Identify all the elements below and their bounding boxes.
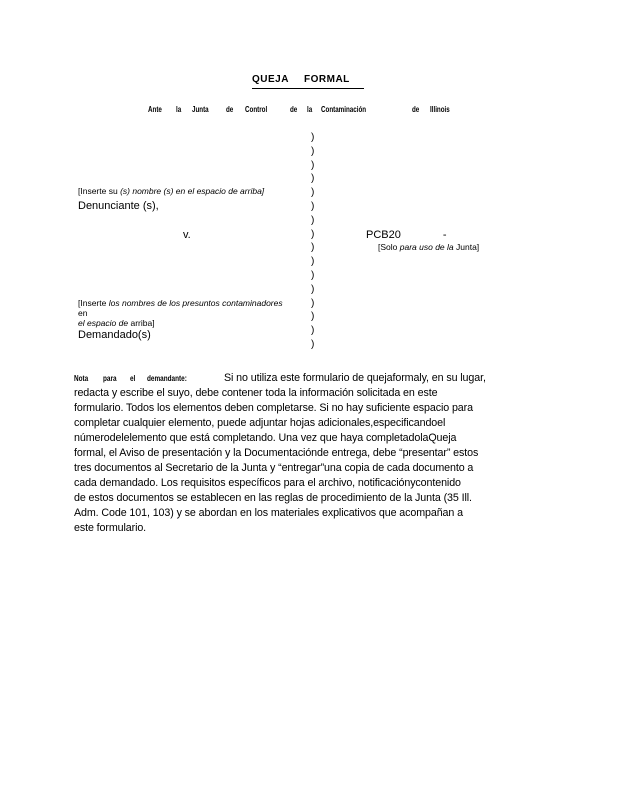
paren: )	[311, 311, 315, 323]
paren: )	[311, 242, 315, 254]
caption-divider	[311, 131, 314, 352]
title-word: FORMAL	[304, 74, 350, 85]
respondent-label: Demandado(s)	[78, 329, 151, 341]
paren: )	[311, 269, 315, 281]
paren: )	[311, 132, 315, 143]
board-use-suffix: Junta]	[456, 242, 480, 252]
paren: )	[311, 283, 315, 295]
board-use-italic: para uso de la	[399, 242, 454, 252]
complainant-label: Denunciante (s),	[78, 200, 159, 212]
complainant-instruction	[78, 186, 264, 196]
paren: )	[311, 325, 315, 337]
respondent-instruction-line3-suffix: arriba]	[130, 318, 155, 328]
subtitle-word: de	[412, 105, 420, 114]
paren: )	[311, 214, 315, 226]
paren: )	[311, 338, 315, 350]
versus-label: v.	[183, 229, 191, 241]
paren: )	[311, 256, 315, 268]
paren: )	[311, 159, 315, 171]
paren: )	[311, 228, 315, 240]
title-word: QUEJA	[252, 74, 289, 85]
case-prefix: PCB20	[366, 229, 401, 241]
board-use-prefix: [Solo	[378, 242, 398, 252]
note-line: cada demandado. Los requisitos específicos para el archivo, notificaciónycontenido	[74, 477, 461, 489]
paren: )	[311, 297, 315, 309]
note-line-text: Si no utiliza este formulario de quejaformaly, en su lugar,	[224, 372, 486, 384]
subtitle-word: Junta	[192, 105, 209, 114]
respondent-instruction-line1	[78, 298, 283, 308]
respondent-instruction-prefix: [Inserte	[78, 298, 107, 308]
note-line: de estos documentos se establecen en las reglas de procedimiento de la Junta (35 Ill.	[74, 492, 472, 504]
subtitle-word: la	[307, 105, 313, 114]
subtitle-word: Illinois	[430, 105, 450, 114]
note-label-word: para	[103, 374, 117, 383]
paren: )	[311, 200, 315, 212]
subtitle-word: Contaminación	[321, 105, 367, 114]
complainant-instruction-italic: (s) nombre (s) en el espacio de arriba]	[120, 186, 265, 196]
respondent-instruction	[78, 298, 283, 328]
note-line: tres documentos al Secretario de la Junta y “entregar”una copia de cada documento a	[74, 462, 474, 474]
note-line: númerodelelemento que está completando. Una vez que haya completadolaQueja	[74, 432, 457, 444]
subtitle-word: Control	[245, 105, 268, 114]
case-number	[366, 229, 447, 241]
note-label-word: el	[130, 374, 136, 383]
note-line	[74, 371, 554, 386]
title-underline	[252, 88, 364, 89]
respondent-instruction-line3	[78, 318, 283, 328]
board-use-note	[378, 242, 479, 252]
note-line: este formulario.	[74, 522, 147, 534]
note-line: formulario. Todos los elementos deben completarse. Si no hay suficiente espacio para	[74, 402, 473, 414]
note-line: formal, el Aviso de presentación y la Documentacióndе entrega, debe “presentar” estos	[74, 447, 479, 459]
note-line: completar cualquier elemento, puede adjuntar hojas adicionales,especificandoel	[74, 417, 446, 429]
case-dash: -	[442, 229, 447, 241]
paren: )	[311, 187, 315, 199]
respondent-instruction-line2: en	[78, 308, 88, 318]
subtitle-word: de	[226, 105, 234, 114]
subtitle-word: Ante	[148, 105, 162, 114]
complainant-instruction-prefix: [Inserte su	[78, 186, 118, 196]
respondent-instruction-line3-italic: el espacio de	[78, 318, 129, 328]
paren: )	[311, 145, 315, 157]
note-body	[74, 371, 554, 536]
note-label-word: demandante:	[147, 374, 187, 383]
note-line: Adm. Code 101, 103) y se abordan en los materiales explicativos que acompañan a	[74, 507, 463, 519]
note-label-word: Nota	[74, 374, 89, 383]
subtitle-word: de	[290, 105, 298, 114]
respondent-instruction-italic: los nombres de los presuntos contaminadores	[108, 298, 283, 308]
subtitle-word: la	[176, 105, 182, 114]
paren: )	[311, 173, 315, 185]
page-title	[252, 74, 350, 85]
note-line: redacta y escribe el suyo, debe contener toda la información solicitada en este	[74, 387, 438, 399]
